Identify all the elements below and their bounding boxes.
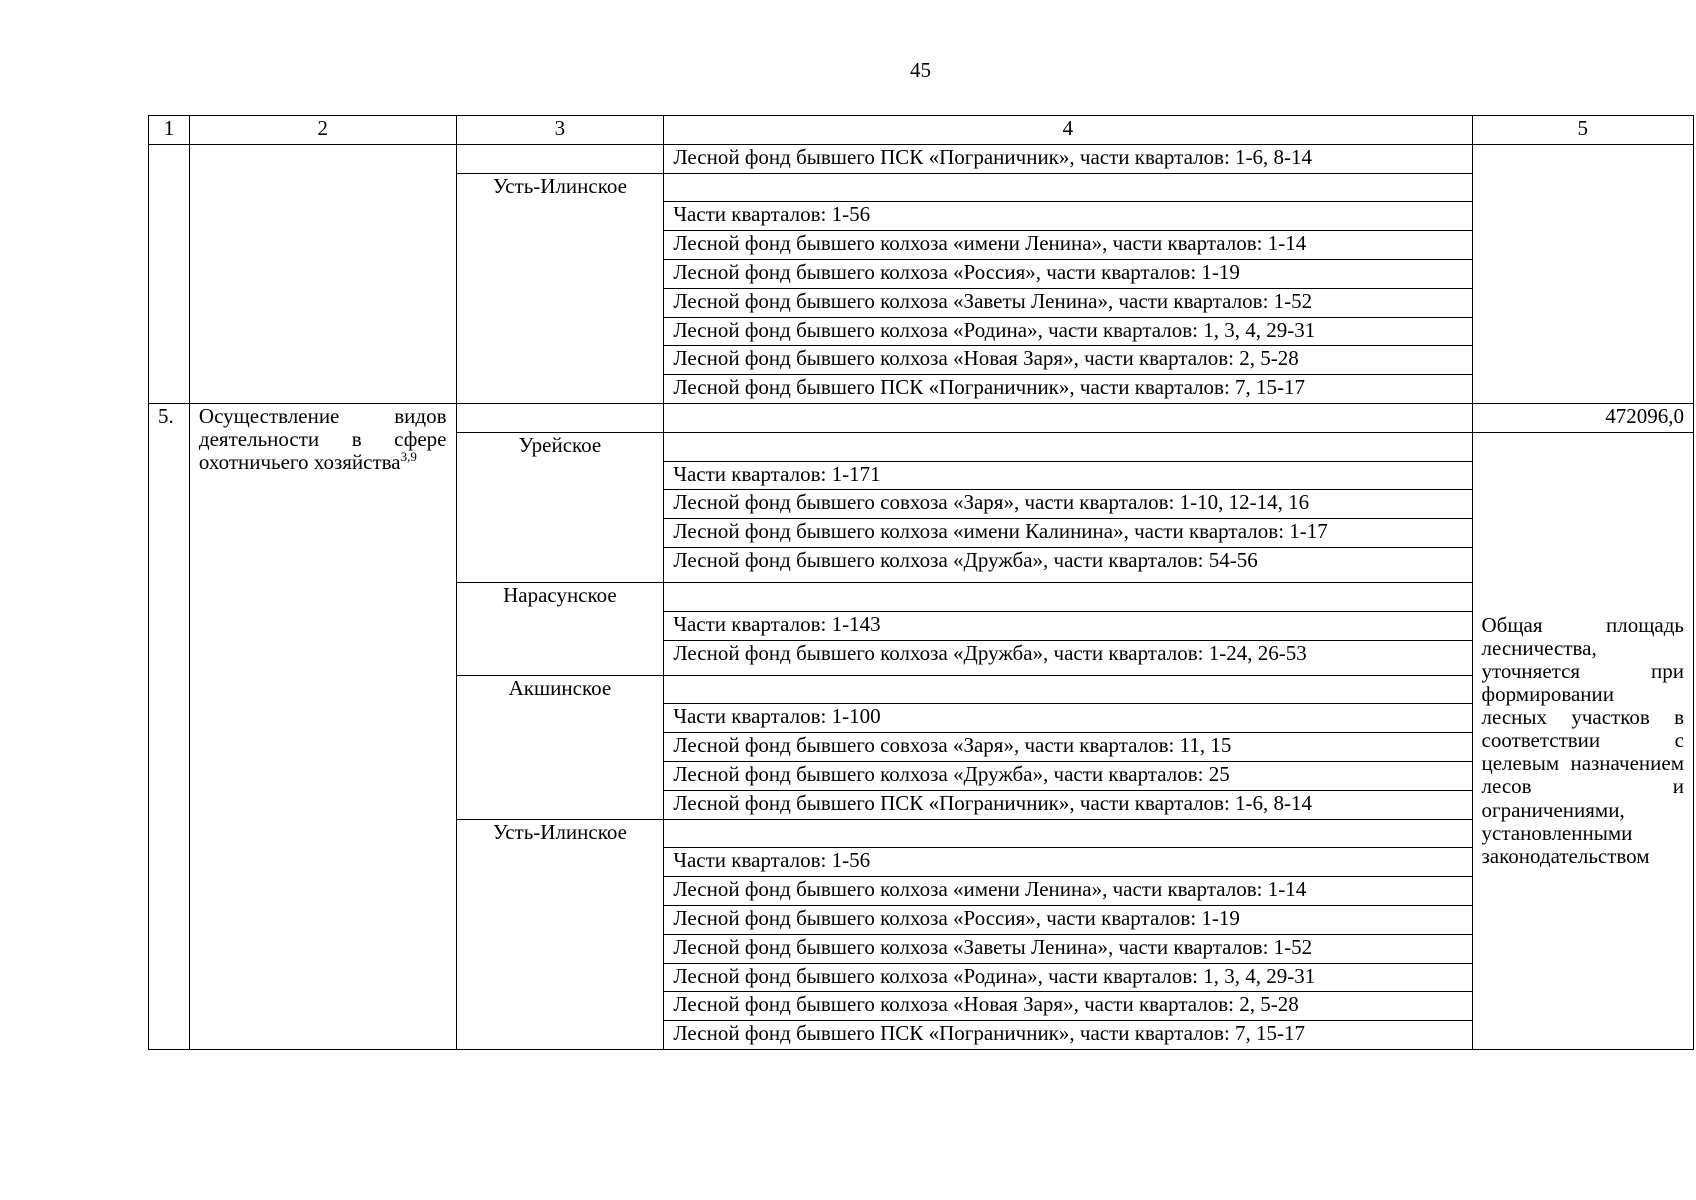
district-header-blank xyxy=(664,432,1472,461)
header-cell-2: 2 xyxy=(189,116,456,145)
section-district-blank xyxy=(456,403,664,432)
header-row xyxy=(149,116,1694,145)
district-name: Усть-Илинское xyxy=(456,819,664,1049)
list-item: Лесной фонд бывшего колхоза «Родина», части кварталов: 1, 3, 4, 29-31 xyxy=(664,963,1472,992)
continuation-note-cell xyxy=(1472,144,1694,403)
district-name: Акшинское xyxy=(456,675,664,819)
section-index: 5. xyxy=(149,403,190,1049)
district-name: Нарасунское xyxy=(456,582,664,675)
list-item: Лесной фонд бывшего колхоза «Родина», части кварталов: 1, 3, 4, 29-31 xyxy=(664,317,1472,346)
list-item: Лесной фонд бывшего колхоза «имени Ленина», части кварталов: 1-14 xyxy=(664,231,1472,260)
list-item: Лесной фонд бывшего ПСК «Пограничник», части кварталов: 7, 15-17 xyxy=(664,1021,1472,1050)
continuation-first-line: Лесной фонд бывшего ПСК «Пограничник», части кварталов: 1-6, 8-14 xyxy=(664,144,1472,173)
page-number: 45 xyxy=(910,58,931,82)
district-name: Урейское xyxy=(456,432,664,582)
section-title-footnote: 3,9 xyxy=(400,449,417,465)
section-title xyxy=(189,403,456,1049)
list-item: Лесной фонд бывшего ПСК «Пограничник», части кварталов: 1-6, 8-14 xyxy=(664,790,1472,819)
list-item: Части кварталов: 1-100 xyxy=(664,704,1472,733)
section-title-text: Осуществление видов деятельности в сфере охотничьего хозяйства xyxy=(198,403,447,475)
list-item: Лесной фонд бывшего колхоза «Заветы Ленина», части кварталов: 1-52 xyxy=(664,288,1472,317)
district-name: Усть-Илинское xyxy=(456,173,664,403)
section-note: Общая площадь лесничества, уточняется при формировании лесных участков в соответствии с целевым назначением лесов и ограничениями, установленными законодательством xyxy=(1472,432,1694,1049)
continuation-title-cell xyxy=(189,144,456,403)
list-item: Лесной фонд бывшего колхоза «Заветы Ленина», части кварталов: 1-52 xyxy=(664,934,1472,963)
section-line-blank xyxy=(664,403,1472,432)
list-item: Лесной фонд бывшего колхоза «Россия», части кварталов: 1-19 xyxy=(664,259,1472,288)
forest-zones-table xyxy=(148,115,1694,1050)
district-header-blank xyxy=(664,582,1472,611)
list-item: Лесной фонд бывшего колхоза «Дружба», части кварталов: 1-24, 26-53 xyxy=(664,640,1472,675)
list-item: Лесной фонд бывшего колхоза «Россия», части кварталов: 1-19 xyxy=(664,905,1472,934)
list-item: Лесной фонд бывшего колхоза «имени Калинина», части кварталов: 1-17 xyxy=(664,519,1472,548)
list-item: Лесной фонд бывшего ПСК «Пограничник», части кварталов: 7, 15-17 xyxy=(664,375,1472,404)
list-item: Лесной фонд бывшего колхоза «имени Ленина», части кварталов: 1-14 xyxy=(664,877,1472,906)
list-item: Лесной фонд бывшего совхоза «Заря», части кварталов: 11, 15 xyxy=(664,733,1472,762)
district-header-blank xyxy=(664,675,1472,704)
continuation-index-cell xyxy=(149,144,190,403)
list-item: Части кварталов: 1-171 xyxy=(664,461,1472,490)
list-item: Лесной фонд бывшего колхоза «Дружба», части кварталов: 25 xyxy=(664,761,1472,790)
header-cell-3: 3 xyxy=(456,116,664,145)
list-item: Части кварталов: 1-143 xyxy=(664,611,1472,640)
header-cell-5: 5 xyxy=(1472,116,1694,145)
table-row xyxy=(149,403,1694,432)
list-item: Лесной фонд бывшего колхоза «Новая Заря», части кварталов: 2, 5-28 xyxy=(664,992,1472,1021)
table-row xyxy=(149,144,1694,173)
list-item: Лесной фонд бывшего колхоза «Дружба», части кварталов: 54-56 xyxy=(664,547,1472,582)
header-cell-1: 1 xyxy=(149,116,190,145)
list-item: Части кварталов: 1-56 xyxy=(664,848,1472,877)
list-item: Лесной фонд бывшего совхоза «Заря», части кварталов: 1-10, 12-14, 16 xyxy=(664,490,1472,519)
list-item: Лесной фонд бывшего колхоза «Новая Заря», части кварталов: 2, 5-28 xyxy=(664,346,1472,375)
district-header-blank xyxy=(664,173,1472,202)
district-header-blank xyxy=(664,819,1472,848)
section-area: 472096,0 xyxy=(1472,403,1694,432)
list-item: Части кварталов: 1-56 xyxy=(664,202,1472,231)
header-cell-4: 4 xyxy=(664,116,1472,145)
continuation-prev-district-cell xyxy=(456,144,664,173)
